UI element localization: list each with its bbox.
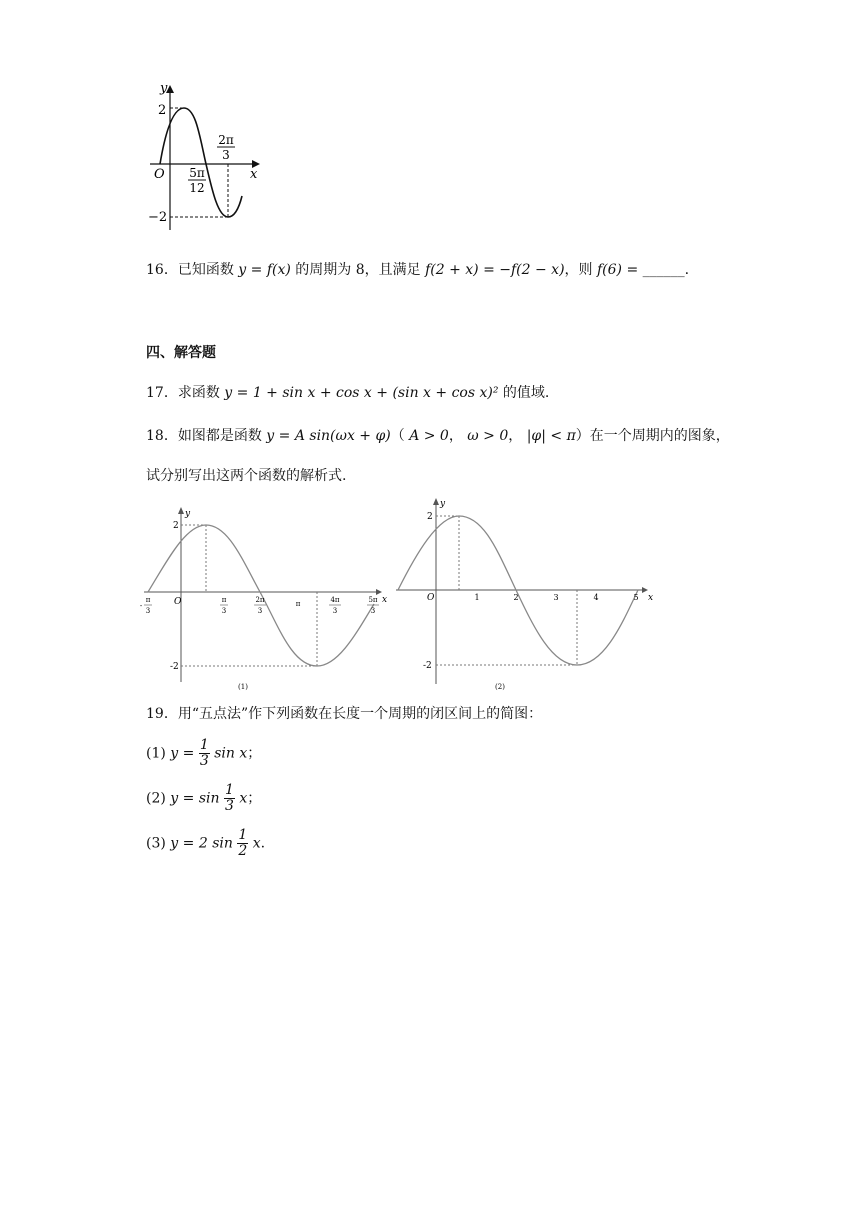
y-axis-arrow bbox=[178, 507, 184, 514]
q19-item-end: . bbox=[260, 835, 266, 852]
q19-number: 19． bbox=[146, 706, 178, 722]
q17-text-2: 的值域. bbox=[502, 385, 550, 401]
q16-text-1: 已知函数 bbox=[177, 262, 234, 278]
origin-label: O bbox=[174, 597, 182, 607]
y-top-label: 2 bbox=[173, 521, 179, 531]
q19-text: 用“五点法”作下列函数在长度一个周期的闭区间上的简图： bbox=[177, 706, 543, 722]
figure-caption: (1) bbox=[238, 683, 248, 691]
tick-5pi3-num: 5π bbox=[368, 596, 378, 604]
tick-pi: π bbox=[295, 600, 301, 608]
q18-text-1: 如图都是函数 bbox=[177, 428, 262, 444]
question-19 bbox=[146, 704, 542, 724]
q16-end: . bbox=[684, 262, 690, 278]
tick-2pi3-num: 2π bbox=[218, 133, 234, 147]
question-16 bbox=[146, 260, 689, 280]
q19-item-label: (2) bbox=[146, 790, 166, 807]
y-axis-arrow bbox=[433, 498, 439, 505]
question-17 bbox=[146, 383, 549, 403]
q19-item-fraction bbox=[237, 828, 248, 859]
y-bottom-label: −2 bbox=[148, 210, 168, 225]
y-top-label: 2 bbox=[158, 103, 167, 118]
q17-text-1: 求函数 bbox=[177, 385, 220, 401]
q19-item-pre: y = bbox=[170, 745, 195, 762]
tick-5pi12-den: 12 bbox=[189, 181, 205, 195]
x-label: x bbox=[382, 595, 388, 605]
q19-item-end: ； bbox=[247, 745, 262, 762]
q16-formula-2: f(2 + x) = −f(2 − x) bbox=[425, 262, 565, 278]
tick-neg-pi3-den: 3 bbox=[145, 607, 151, 615]
q18-number: 18． bbox=[146, 428, 178, 444]
fraction-numerator: 1 bbox=[199, 737, 209, 753]
q19-item-label: (1) bbox=[146, 745, 166, 762]
y-bottom-label: -2 bbox=[170, 662, 179, 672]
q18-formula-4: |φ| < π bbox=[526, 428, 576, 444]
tick-4pi3-num: 4π bbox=[330, 596, 340, 604]
q18-formula-3: ω > 0 bbox=[467, 428, 509, 444]
tick-pi3-den: 3 bbox=[221, 607, 227, 615]
q16-formula-3: f(6) = bbox=[597, 262, 639, 278]
q16-number: 16． bbox=[146, 262, 178, 278]
q18-text-5: ）在一个周期内的图象， bbox=[575, 428, 730, 444]
y-label: y bbox=[440, 499, 446, 509]
q19-item-1 bbox=[146, 738, 261, 769]
y-label: y bbox=[185, 509, 191, 519]
tick-1: 1 bbox=[474, 593, 480, 602]
q19-item-pre: y = sin bbox=[170, 790, 220, 807]
tick-5pi12-num: 5π bbox=[189, 166, 205, 180]
y-bottom-label: -2 bbox=[423, 661, 432, 671]
sine-curve bbox=[160, 108, 242, 217]
q19-item-post: sin x bbox=[214, 745, 248, 762]
q19-item-label: (3) bbox=[146, 835, 166, 852]
q18-text-2: （ bbox=[390, 428, 405, 444]
fraction-denominator: 3 bbox=[224, 798, 234, 814]
q16-text-2: 的周期为 8，且满足 bbox=[295, 262, 421, 278]
question-18-line-2: 试分别写出这两个函数的解析式. bbox=[146, 468, 347, 484]
q17-number: 17． bbox=[146, 385, 178, 401]
q18-formula-2: A > 0 bbox=[409, 428, 449, 444]
y-top-label: 2 bbox=[427, 512, 433, 522]
q16-answer-blank[interactable]: ______ bbox=[642, 262, 685, 278]
fraction-numerator: 1 bbox=[238, 827, 248, 843]
q19-item-2 bbox=[146, 783, 261, 814]
q18-formula-1: y = A sin(ωx + φ) bbox=[266, 428, 391, 444]
tick-pi3-num: π bbox=[221, 596, 227, 604]
figure-caption: (2) bbox=[495, 683, 505, 691]
q19-item-fraction bbox=[199, 738, 210, 769]
q19-item-post: x bbox=[239, 790, 248, 807]
q19-item-pre: y = 2 sin bbox=[170, 835, 233, 852]
q16-text-3: ，则 bbox=[564, 262, 593, 278]
tick-labels bbox=[474, 593, 638, 602]
tick-4pi3-den: 3 bbox=[332, 607, 338, 615]
fraction-denominator: 2 bbox=[238, 843, 248, 859]
q15-graph bbox=[140, 78, 280, 238]
q18-text-3: ， bbox=[448, 428, 463, 444]
q19-item-post: x bbox=[252, 835, 261, 852]
x-label: x bbox=[648, 593, 654, 603]
fraction-denominator: 3 bbox=[199, 753, 209, 769]
q19-item-fraction bbox=[224, 783, 235, 814]
section-heading: 四、解答题 bbox=[146, 345, 216, 361]
fraction-numerator: 1 bbox=[224, 782, 234, 798]
q19-item-end: ； bbox=[247, 790, 262, 807]
tick-3: 3 bbox=[553, 593, 559, 602]
origin-label: O bbox=[154, 167, 165, 182]
x-label: x bbox=[250, 167, 258, 182]
q18-graph-2 bbox=[394, 494, 660, 694]
q18-graph-1 bbox=[139, 504, 392, 694]
q18-text-4: ， bbox=[508, 428, 523, 444]
q19-item-3 bbox=[146, 828, 265, 859]
origin-label: O bbox=[427, 593, 435, 603]
tick-neg-sign: - bbox=[139, 602, 143, 610]
tick-neg-pi3-num: π bbox=[145, 596, 151, 604]
q17-formula: y = 1 + sin x + cos x + (sin x + cos x)² bbox=[224, 385, 499, 401]
tick-5pi3-den: 3 bbox=[370, 607, 376, 615]
q16-formula-1: y = f(x) bbox=[238, 262, 291, 278]
tick-2: 2 bbox=[513, 593, 519, 602]
tick-4: 4 bbox=[593, 593, 599, 602]
tick-2pi3-den: 3 bbox=[257, 607, 263, 615]
question-18 bbox=[146, 426, 730, 446]
y-label: y bbox=[160, 81, 168, 96]
tick-5: 5 bbox=[633, 593, 639, 602]
tick-2pi3-num: 2π bbox=[255, 596, 265, 604]
tick-2pi3-den: 3 bbox=[222, 148, 230, 162]
